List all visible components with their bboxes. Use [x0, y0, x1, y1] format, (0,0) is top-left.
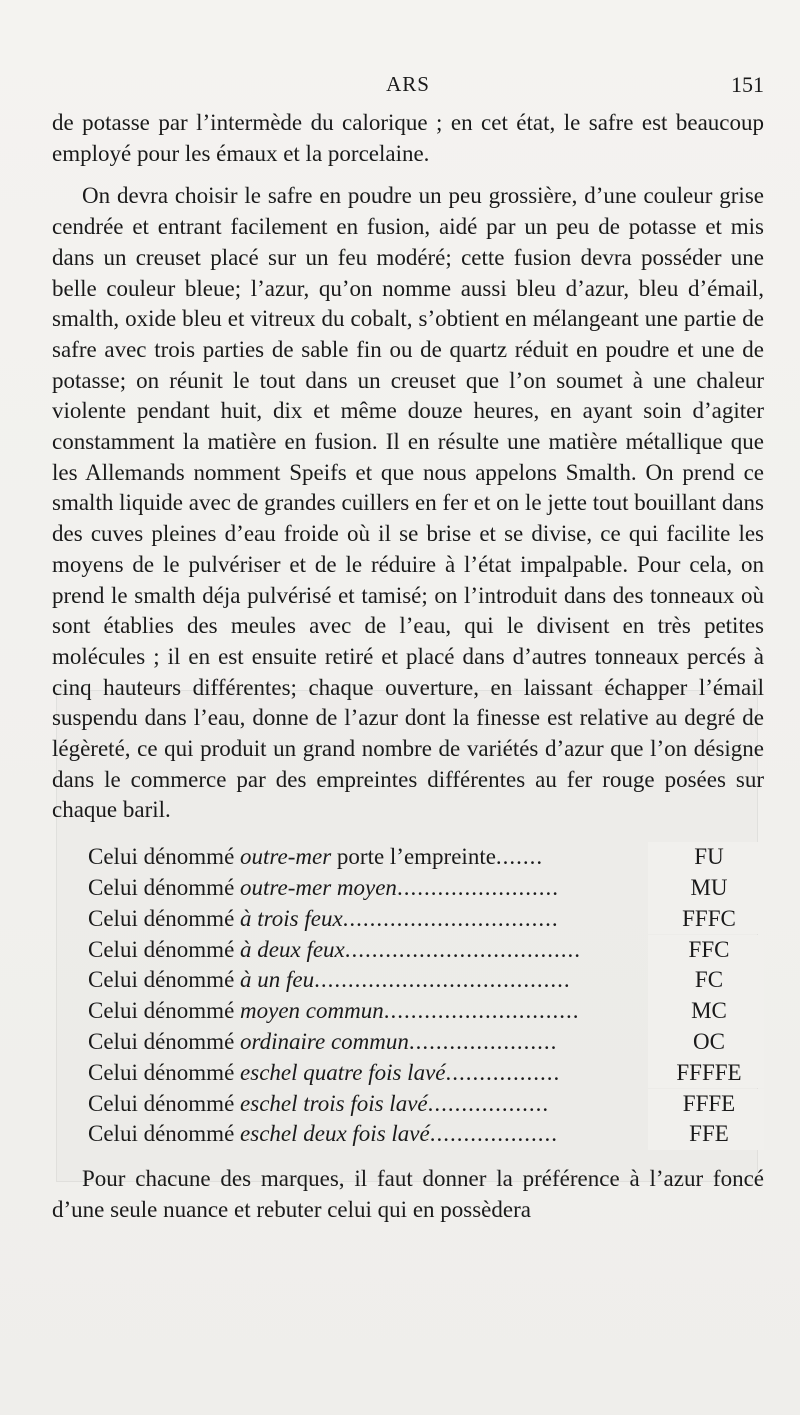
list-item-lead: Celui dénommé: [88, 874, 241, 900]
list-item-dots: ......................................: [314, 967, 571, 993]
list-item-mark: FFFE: [648, 1089, 764, 1120]
list-item-name: eschel deux fois lavé: [240, 1121, 430, 1147]
list-item: [88, 935, 764, 966]
list-item-mark: FC: [648, 965, 764, 996]
list-item: [88, 873, 764, 904]
azur-marks-list: [52, 842, 764, 1150]
list-item-name: à deux feux: [240, 936, 345, 962]
list-item: [88, 842, 764, 873]
list-item-dots: ........................: [396, 874, 559, 900]
list-item-name: eschel trois fois lavé: [240, 1090, 428, 1116]
list-item-name: moyen commun: [240, 998, 384, 1024]
list-item-lead: Celui dénommé: [88, 998, 241, 1024]
list-item-mark: FFFFE: [648, 1058, 764, 1089]
list-item-name: à trois feux: [240, 905, 343, 931]
paragraph-continuation: de potasse par l’intermède du calorique ; en cet état, le safre est beaucoup employé pour les émaux et la porcelaine.: [52, 110, 764, 166]
list-item: [88, 1027, 764, 1058]
list-item-dots: .................: [445, 1059, 561, 1085]
list-item-after: porte l’empreinte: [331, 844, 496, 870]
running-head: ARS: [386, 72, 430, 96]
list-item-mark: MC: [648, 996, 764, 1027]
list-item-dots: ...................................: [344, 936, 582, 962]
list-item-lead: Celui dénommé: [88, 967, 241, 993]
page-header: [52, 72, 764, 102]
list-item-dots: .............................: [383, 998, 580, 1024]
list-item-mark: FU: [648, 842, 764, 873]
list-item: [88, 996, 764, 1027]
list-item-mark: FFE: [648, 1119, 764, 1150]
list-item-lead: Celui dénommé: [88, 1028, 241, 1054]
list-item-name: outre-mer: [240, 844, 332, 870]
list-item-dots: ......................: [408, 1028, 558, 1054]
list-item-lead: Celui dénommé: [88, 1121, 241, 1147]
list-item-dots: ................................: [342, 905, 559, 931]
list-item: [88, 965, 764, 996]
page-body: [52, 108, 764, 1238]
list-item-name: ordinaire commun: [240, 1028, 409, 1054]
list-item-name: à un feu: [240, 967, 315, 993]
list-item-name: outre-mer moyen: [240, 874, 397, 900]
list-item-mark: OC: [648, 1027, 764, 1058]
list-item: [88, 1058, 764, 1089]
paragraph-closing: Pour chacune des marques, il faut donner la préférence à l’azur foncé d’une seule nuance et rebuter celui qui en possèdera: [52, 1166, 764, 1222]
list-item-name: eschel quatre fois lavé: [240, 1059, 446, 1085]
list-item-dots: ...................: [429, 1121, 558, 1147]
list-item-lead: Celui dénommé: [88, 844, 241, 870]
list-item: [88, 1119, 764, 1150]
list-item-lead: Celui dénommé: [88, 936, 241, 962]
list-item-dots: .......: [495, 844, 544, 870]
list-item-mark: FFFC: [648, 904, 764, 935]
paragraph-azur-production: On devra choisir le safre en poudre un peu grossière, d’une couleur grise cendrée et entrant facilement en fusion, aidé par un peu de potasse et mis dans un creuset placé sur un feu modéré; cette fusion devra posséder une belle couleur bleue; l’azur, qu’on nomme aussi bleu d’azur, bleu d’émail, smalth, oxide bleu et vitreux du cobalt, s’obtient en mélangeant une partie de safre avec trois parties de sable fin ou de quartz réduit en poudre et une de potasse; on réunit le tout dans un creuset que l’on soumet à une chaleur violente pendant huit, dix et même douze heures, en ayant soin d’agiter constamment la matière en fusion. Il en résulte une matière métallique que les Allemands nomment Speifs et que nous appelons Smalth. On prend ce smalth liquide avec de grandes cuillers en fer et on le jette tout bouillant dans des cuves pleines d’eau froide où il se brise et se divise, ce qui facilite les moyens de le pulvériser et de le réduire à l’état impalpable. Pour cela, on prend le smalth déja pulvérisé et tamisé; on l’introduit dans des tonneaux où sont établies des meules avec de l’eau, qui le divisent en très petites molécules ; il en est ensuite retiré et placé dans d’autres tonneaux percés à cinq hauteurs différentes; chaque ouverture, en laissant échapper l’émail suspendu dans l’eau, donne de l’azur dont la finesse est relative au degré de légèreté, ce qui produit un grand nombre de variétés d’azur que l’on désigne dans le commerce par des empreintes différentes au fer rouge posées sur chaque baril.: [52, 183, 764, 823]
list-item-lead: Celui dénommé: [88, 1059, 241, 1085]
page-number: 151: [731, 72, 764, 97]
list-item-lead: Celui dénommé: [88, 905, 241, 931]
list-item: [88, 1089, 764, 1120]
list-item-mark: MU: [648, 873, 764, 904]
list-item-dots: ..................: [427, 1090, 550, 1116]
list-item-mark: FFC: [648, 935, 764, 966]
list-item: [88, 904, 764, 935]
list-item-lead: Celui dénommé: [88, 1090, 241, 1116]
